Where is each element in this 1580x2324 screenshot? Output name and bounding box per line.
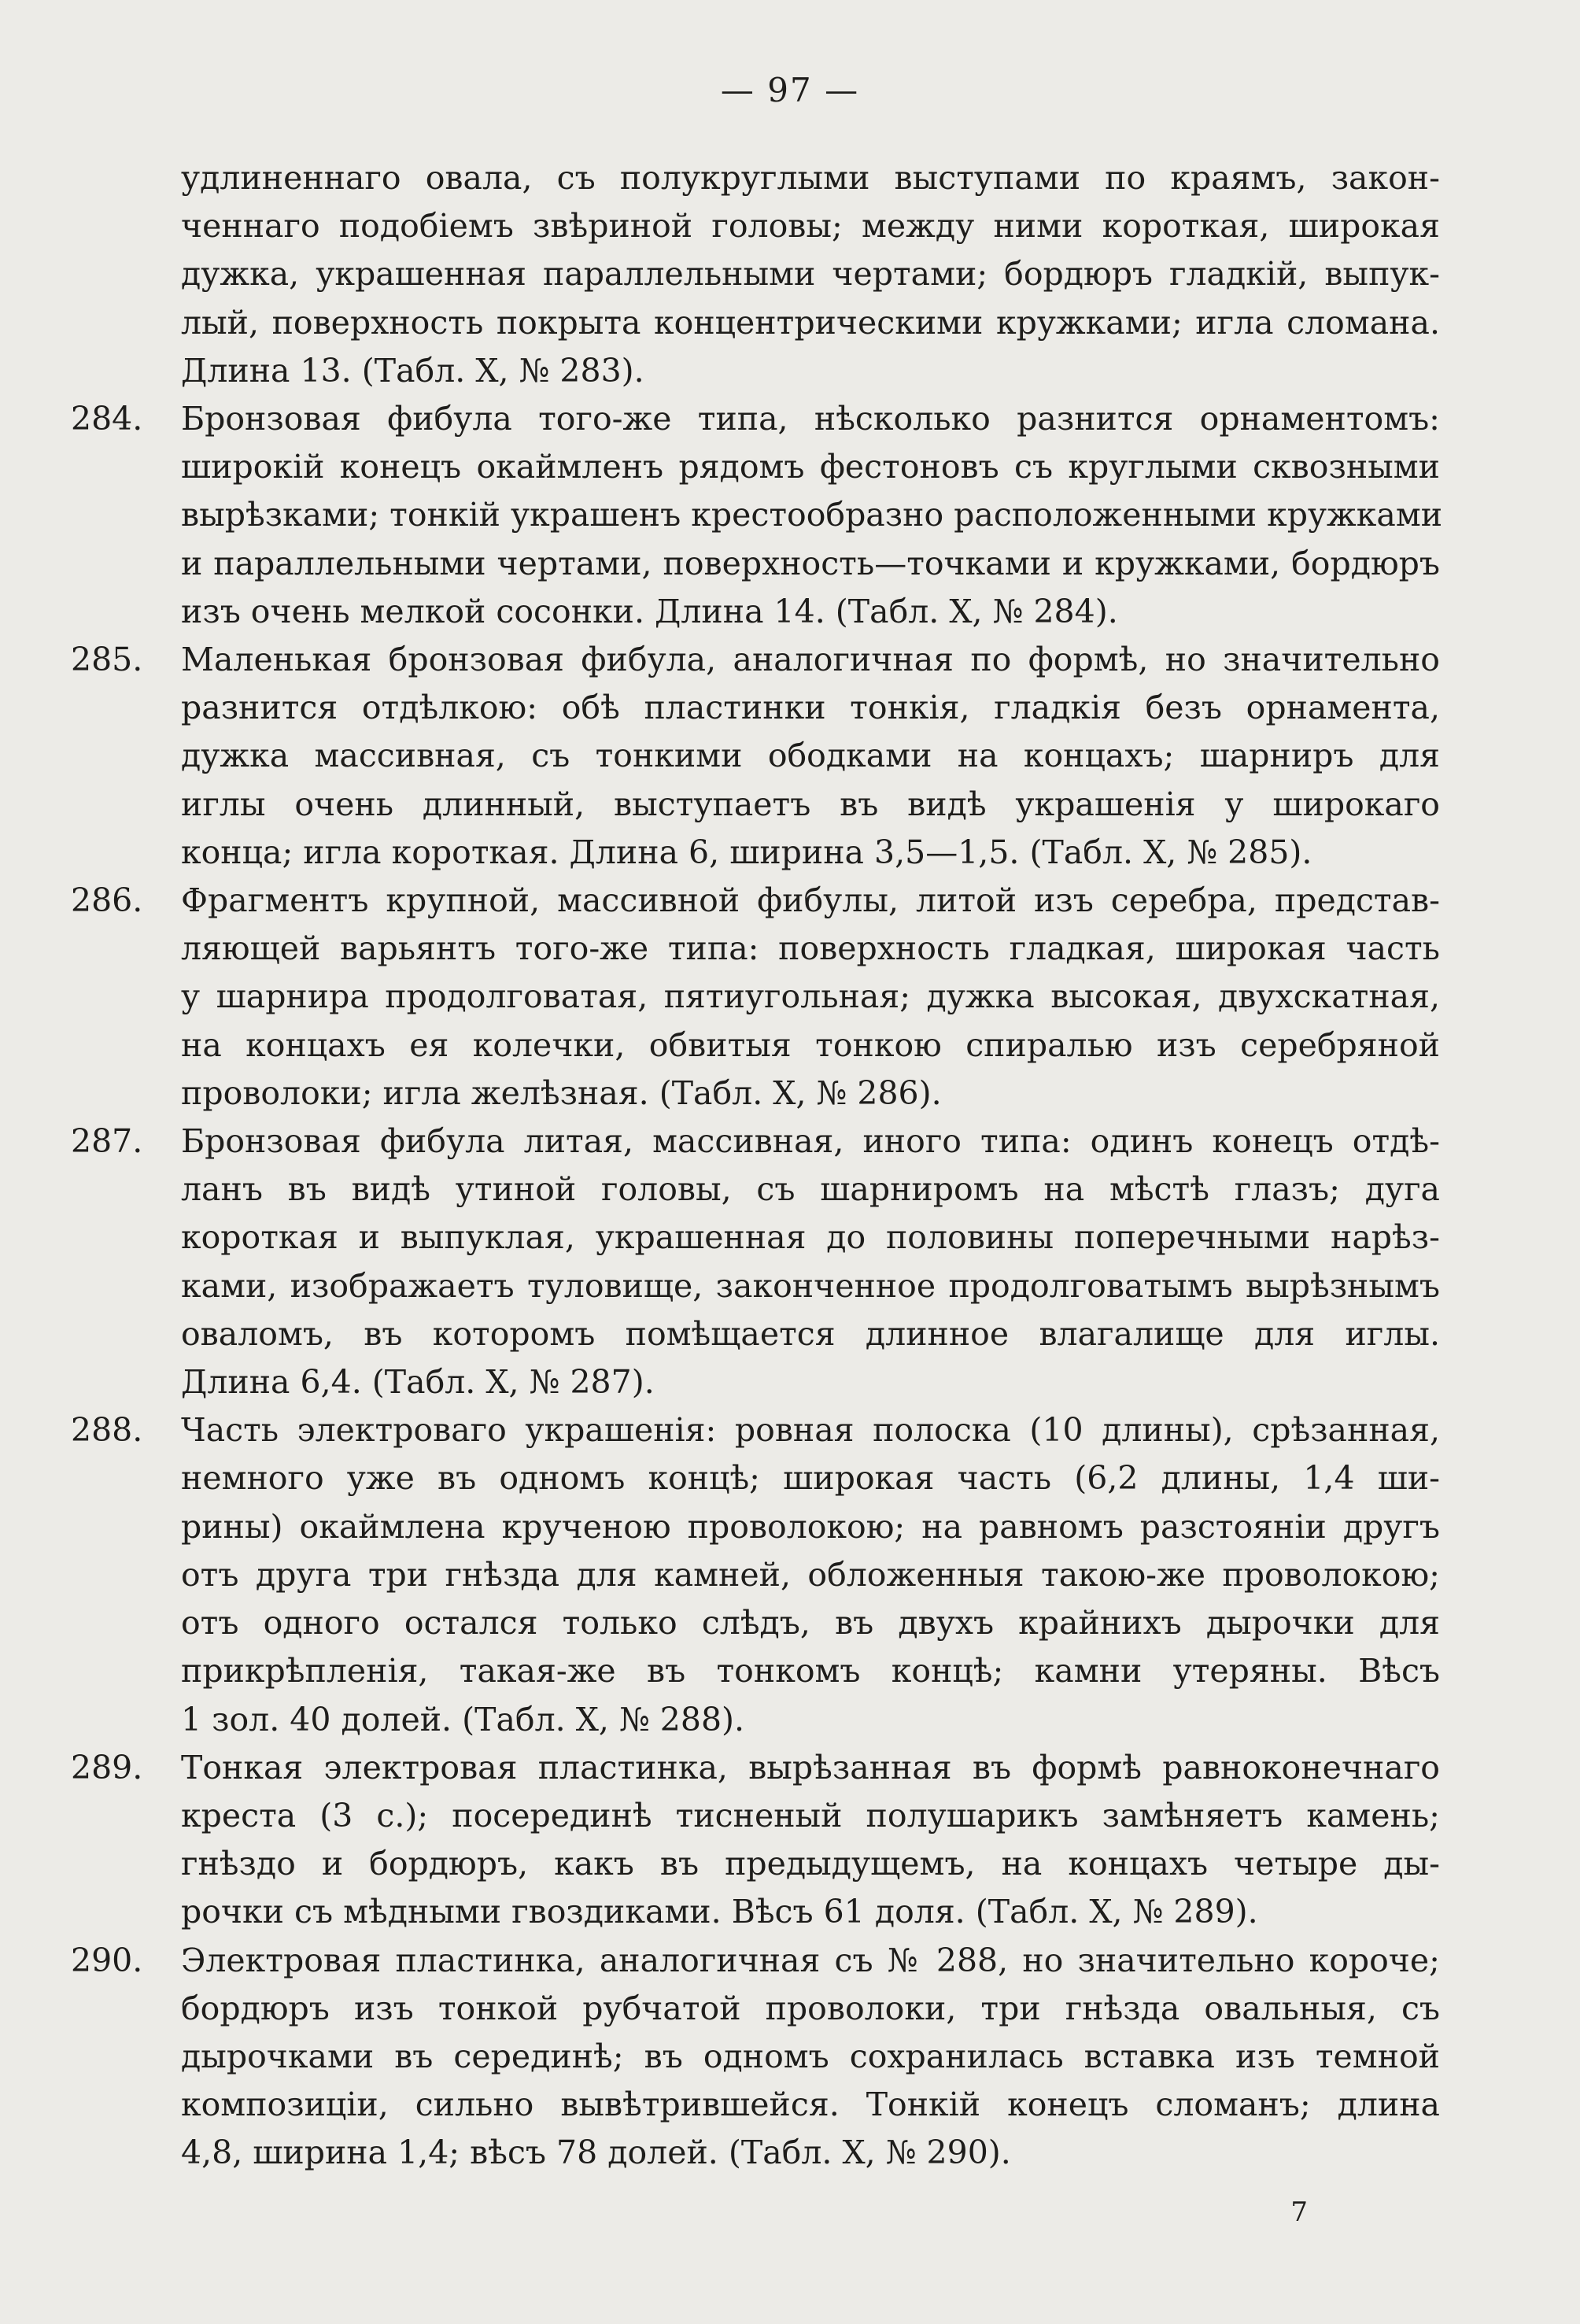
text-line: Фрагментъ крупной, массивной фибулы, литой изъ серебра, представ- xyxy=(181,881,1440,920)
text-line: Бронзовая фибула литая, массивная, иного типа: одинъ конецъ отдѣ- xyxy=(181,1122,1440,1161)
entry-number: 288. xyxy=(71,1411,143,1450)
text-line: Бронзовая фибула того-же типа, нѣсколько разнится орнаментомъ: xyxy=(181,400,1440,438)
catalog-entry xyxy=(181,154,1440,395)
text-line: Электровая пластинка, аналогичная съ № 288, но значительно короче; xyxy=(181,1941,1440,1979)
text-line: вырѣзками; тонкій украшенъ крестообразно расположенными кружками xyxy=(181,496,1443,534)
text-line: конца; игла короткая. Длина 6, ширина 3,5—1,5. (Табл. X, № 285). xyxy=(181,833,1312,871)
text-line: удлиненнаго овала, съ полукруглыми выступами по краямъ, закон- xyxy=(181,159,1440,197)
text-line: на концахъ ея колечки, обвитыя тонкою спиралью изъ серебряной xyxy=(181,1025,1440,1064)
text-line: 4,8, ширина 1,4; вѣсъ 78 долей. (Табл. X, № 290). xyxy=(181,2134,1011,2172)
text-line: ляющей варьянтъ того-же типа: поверхность гладкая, широкая часть xyxy=(181,929,1440,968)
catalog-entry xyxy=(71,877,1440,1118)
text-line: дужка, украшенная параллельными чертами; бордюръ гладкій, выпук- xyxy=(181,255,1440,294)
text-line: отъ одного остался только слѣдъ, въ двухъ крайнихъ дырочки для xyxy=(181,1604,1440,1642)
entry-number: 284. xyxy=(71,400,143,438)
text-line: Тонкая электровая пластинка, вырѣзанная въ формѣ равноконечнаго xyxy=(181,1748,1440,1786)
entry-number: 286. xyxy=(71,881,143,920)
text-line: Часть электроваго украшенія: ровная полоска (10 длины), срѣзанная, xyxy=(181,1411,1440,1450)
text-line: Длина 13. (Табл. X, № 283). xyxy=(181,351,644,390)
text-line: ченнаго подобіемъ звѣриной головы; между ними короткая, широкая xyxy=(181,207,1440,246)
text-line: немного уже въ одномъ концѣ; широкая часть (6,2 длины, 1,4 ши- xyxy=(181,1459,1440,1498)
text-line: Маленькая бронзовая фибула, аналогичная по формѣ, но значительно xyxy=(181,641,1440,679)
text-line: разнится отдѣлкою: обѣ пластинки тонкія, гладкія безъ орнамента, xyxy=(181,689,1440,727)
text-line: Длина 6,4. (Табл. X, № 287). xyxy=(181,1363,655,1402)
text-line: проволоки; игла желѣзная. (Табл. X, № 286). xyxy=(181,1073,942,1112)
text-line: лый, поверхность покрыта концентрическими кружками; игла сломана. xyxy=(181,303,1440,342)
text-line: прикрѣпленія, такая-же въ тонкомъ концѣ; камни утеряны. Вѣсъ xyxy=(181,1652,1440,1690)
entry-number: 290. xyxy=(71,1941,143,1979)
text-line: отъ друга три гнѣзда для камней, обложенныя такою-же проволокою; xyxy=(181,1555,1440,1594)
catalog-text xyxy=(71,154,1443,2178)
catalog-entry xyxy=(71,1118,1440,1406)
text-line: изъ очень мелкой сосонки. Длина 14. (Табл. X, № 284). xyxy=(181,592,1118,630)
text-line: у шарнира продолговатая, пятиугольная; дужка высокая, двухскатная, xyxy=(181,977,1440,1016)
text-line: гнѣздо и бордюръ, какъ въ предыдущемъ, на концахъ четыре ды- xyxy=(181,1845,1440,1883)
text-line: и параллельными чертами, поверхность—точками и кружками, бордюръ xyxy=(181,544,1440,582)
entry-number: 285. xyxy=(71,641,143,679)
catalog-entry xyxy=(71,1744,1440,1937)
text-line: оваломъ, въ которомъ помѣщается длинное влагалище для иглы. xyxy=(181,1314,1440,1353)
signature-mark: 7 xyxy=(1290,2197,1308,2228)
entry-number: 287. xyxy=(71,1122,143,1161)
catalog-entry xyxy=(71,1937,1440,2178)
catalog-entry xyxy=(71,636,1440,877)
entry-number: 289. xyxy=(71,1748,143,1786)
text-line: рины) окаймлена крученою проволокою; на равномъ разстояніи другъ xyxy=(181,1507,1440,1546)
text-line: дырочками въ серединѣ; въ одномъ сохранилась вставка изъ темной xyxy=(181,2037,1440,2075)
text-line: ланъ въ видѣ утиной головы, съ шарниромъ на мѣстѣ глазъ; дуга xyxy=(181,1170,1440,1209)
page-number: — 97 — xyxy=(720,71,860,109)
text-line: композиціи, сильно вывѣтрившейся. Тонкій конецъ сломанъ; длина xyxy=(181,2086,1440,2124)
text-line: дужка массивная, съ тонкими ободками на концахъ; шарниръ для xyxy=(181,737,1440,775)
text-line: бордюръ изъ тонкой рубчатой проволоки, три гнѣзда овальныя, съ xyxy=(181,1989,1440,2027)
text-line: 1 зол. 40 долей. (Табл. X, № 288). xyxy=(181,1700,745,1738)
text-line: креста (3 с.); посерединѣ тисненый полушарикъ замѣняетъ камень; xyxy=(181,1796,1440,1834)
text-line: рочки съ мѣдными гвоздиками. Вѣсъ 61 доля. (Табл. X, № 289). xyxy=(181,1893,1258,1931)
text-line: короткая и выпуклая, украшенная до половины поперечными нарѣз- xyxy=(181,1218,1440,1257)
text-line: широкій конецъ окаймленъ рядомъ фестоновъ съ круглыми сквозными xyxy=(181,448,1440,486)
text-line: иглы очень длинный, выступаетъ въ видѣ украшенія у широкаго xyxy=(181,785,1440,823)
catalog-entry xyxy=(71,395,1443,636)
text-line: ками, изображаетъ туловище, законченное продолговатымъ вырѣзнымъ xyxy=(181,1266,1440,1305)
catalog-entry xyxy=(71,1406,1440,1743)
